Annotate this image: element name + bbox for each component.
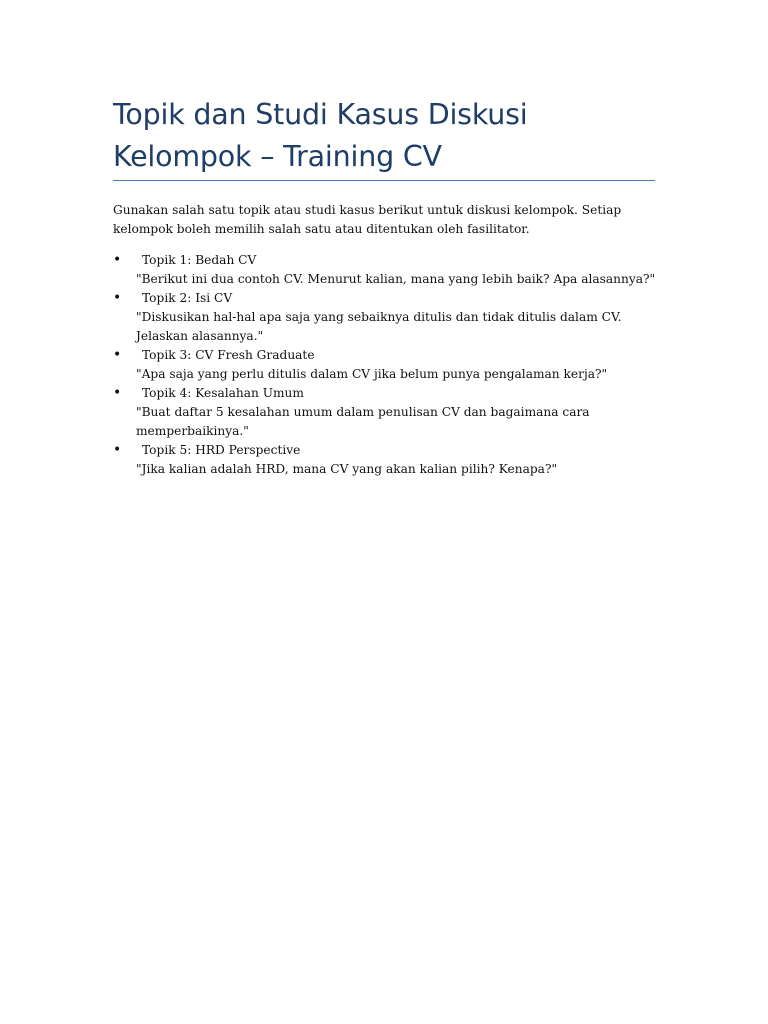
title-underline-divider bbox=[113, 180, 655, 181]
topic-title: Topik 4: Kesalahan Umum bbox=[142, 386, 304, 400]
bullet-icon: • bbox=[113, 252, 122, 268]
topic-list bbox=[113, 251, 658, 479]
bullet-icon: • bbox=[113, 385, 122, 401]
topic-item-4 bbox=[113, 384, 658, 441]
topic-title: Topik 5: HRD Perspective bbox=[142, 443, 301, 457]
topic-item-5 bbox=[113, 441, 658, 479]
bullet-icon: • bbox=[113, 290, 122, 306]
topic-question: "Apa saja yang perlu ditulis dalam CV jika belum punya pengalaman kerja?" bbox=[136, 367, 608, 381]
topic-title: Topik 2: Isi CV bbox=[142, 291, 233, 305]
topic-question: "Buat daftar 5 kesalahan umum dalam penulisan CV dan bagaimana cara memperbaikinya." bbox=[136, 405, 590, 438]
topic-title: Topik 1: Bedah CV bbox=[142, 253, 257, 267]
intro-paragraph: Gunakan salah satu topik atau studi kasus berikut untuk diskusi kelompok. Setiap kelompok boleh memilih salah satu atau ditentukan oleh fasilitator. bbox=[113, 203, 622, 236]
topic-question: "Jika kalian adalah HRD, mana CV yang akan kalian pilih? Kenapa?" bbox=[136, 462, 558, 476]
topic-title: Topik 3: CV Fresh Graduate bbox=[142, 348, 315, 362]
topic-item-3 bbox=[113, 346, 658, 384]
topic-question: "Diskusikan hal-hal apa saja yang sebaiknya ditulis dan tidak ditulis dalam CV. Jelaskan alasannya." bbox=[136, 310, 622, 343]
topic-question: "Berikut ini dua contoh CV. Menurut kalian, mana yang lebih baik? Apa alasannya?" bbox=[136, 272, 656, 286]
document-title: Topik dan Studi Kasus Diskusi Kelompok – Training CV bbox=[113, 98, 528, 173]
topic-item-1 bbox=[113, 251, 658, 289]
bullet-icon: • bbox=[113, 347, 122, 363]
bullet-icon: • bbox=[113, 442, 122, 458]
topic-item-2 bbox=[113, 289, 658, 346]
